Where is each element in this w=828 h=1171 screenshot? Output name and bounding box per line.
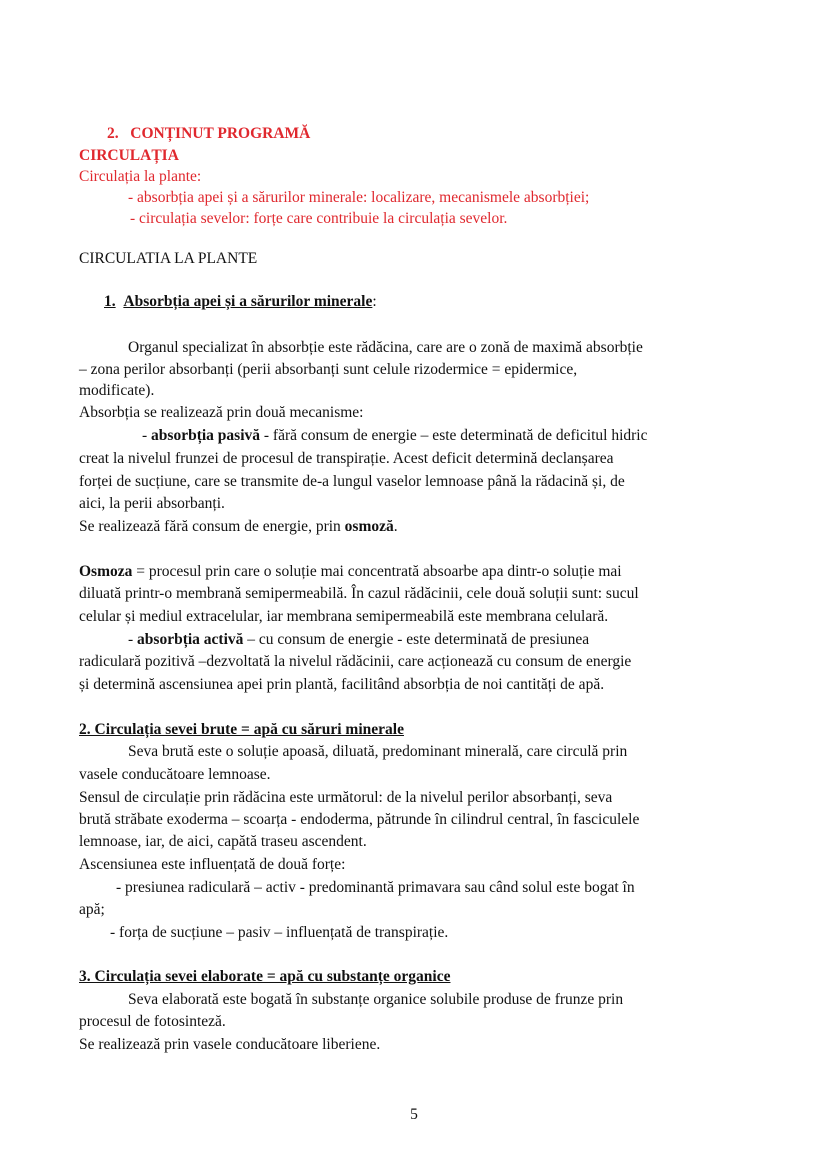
- s3-line-3: Se realizează prin vasele conducătoare liberiene.: [79, 1036, 381, 1053]
- passive-dash: -: [142, 427, 152, 444]
- osmosis-line-3: celular și mediul extracelular, iar membrana semipermeabilă este membrana celulară.: [79, 608, 609, 625]
- passive-line-4: aici, la perii absorbanți.: [79, 495, 225, 512]
- s1-heading-text: Absorbția apei și a sărurilor minerale: [123, 293, 373, 310]
- s2-line-7: - presiunea radiculară – activ - predominantă primavara sau când solul este bogat în: [116, 879, 635, 896]
- active-term: absorbția activă: [137, 631, 244, 648]
- chapter-title: CIRCULAȚIA: [79, 147, 179, 164]
- subchapter-title: Circulația la plante:: [79, 168, 202, 185]
- s2-heading: 2. Circulația sevei brute = apă cu săruri minerale: [79, 721, 404, 738]
- s2-line-9: - forța de sucțiune – pasiv – influențată de transpirație.: [110, 924, 449, 941]
- s2-line-1: Seva brută este o soluție apoasă, diluată, predominant minerală, care circulă prin: [128, 743, 628, 760]
- s1-number: 1.: [104, 293, 116, 310]
- s3-line-1: Seva elaborată este bogată în substanțe organice solubile produse de frunze prin: [128, 991, 624, 1008]
- s2-line-3: Sensul de circulație prin rădăcina este următorul: de la nivelul perilor absorbanți, seva: [79, 789, 613, 806]
- osmosis-mention: [79, 517, 398, 537]
- program-item-2: - circulația sevelor: forțe care contribuie la circulația sevelor.: [130, 210, 508, 227]
- section-title: CONȚINUT PROGRAMĂ: [130, 125, 311, 142]
- section-number: 2.: [107, 125, 119, 142]
- s2-line-4: brută străbate exoderma – scoarța - endoderma, pătrunde în cilindrul central, în fasciculele: [79, 811, 640, 828]
- s2-line-2: vasele conducătoare lemnoase.: [79, 766, 271, 783]
- passive-first-line: [142, 426, 648, 446]
- s3-line-2: procesul de fotosinteză.: [79, 1013, 226, 1030]
- active-rest: – cu consum de energie - este determinată de presiunea: [243, 631, 590, 648]
- passive-term: absorbția pasivă: [151, 427, 261, 444]
- osmosis-term: Osmoza: [79, 563, 133, 580]
- s2-line-8: apă;: [79, 901, 105, 918]
- active-dash: -: [128, 631, 138, 648]
- page-number: 5: [410, 1106, 418, 1123]
- passive-line-3: forței de sucțiune, care se transmite de-a lungul vaselor lemnoase până la rădacină și, de: [79, 473, 625, 490]
- osmosis-mention-pre: Se realizează fără consum de energie, prin: [79, 518, 345, 535]
- s1-p1-line2: – zona perilor absorbanți (perii absorbanți sunt celule rizodermice = epidermice,: [79, 361, 578, 378]
- passive-rest: - fără consum de energie – este determinată de deficitul hidric: [260, 427, 648, 444]
- section-heading: [107, 124, 310, 144]
- active-line-2: radiculară pozitivă –dezvoltată la nivelul rădăcinii, care acționează cu consum de energie: [79, 653, 632, 670]
- active-first-line: [128, 630, 589, 650]
- s1-p1-line1: Organul specializat în absorbție este rădăcina, care are o zonă de maximă absorbție: [128, 339, 643, 356]
- s3-heading: 3. Circulația sevei elaborate = apă cu substanțe organice: [79, 968, 451, 985]
- s1-p2: Absorbția se realizează prin două mecanisme:: [79, 404, 364, 421]
- active-line-3: și determină ascensiunea apei prin plantă, facilitând absorbția de noi cantități de apă.: [79, 676, 605, 693]
- s1-heading-colon: :: [372, 293, 377, 310]
- s1-heading: [104, 292, 377, 312]
- osmosis-rest: = procesul prin care o soluție mai concentrată absoarbe apa dintr-o soluție mai: [132, 563, 622, 580]
- s1-p1-line3: modificate).: [79, 382, 155, 399]
- osmosis-mention-term: osmoză: [344, 518, 394, 535]
- osmosis-definition-first: [79, 562, 622, 582]
- program-item-1: - absorbția apei și a sărurilor minerale: localizare, mecanismele absorbției;: [128, 189, 590, 206]
- s2-line-6: Ascensiunea este influențată de două forțe:: [79, 856, 346, 873]
- osmosis-line-2: diluată printr-o membrană semipermeabilă. În cazul rădăcinii, cele două soluții sunt: sucul: [79, 585, 639, 602]
- osmosis-mention-post: .: [393, 518, 398, 535]
- passive-line-2: creat la nivelul frunzei de procesul de transpirație. Acest deficit determină declanșarea: [79, 450, 614, 467]
- intro-title: CIRCULATIA LA PLANTE: [79, 250, 258, 267]
- s2-line-5: lemnoase, iar, de aici, capătă traseu ascendent.: [79, 833, 367, 850]
